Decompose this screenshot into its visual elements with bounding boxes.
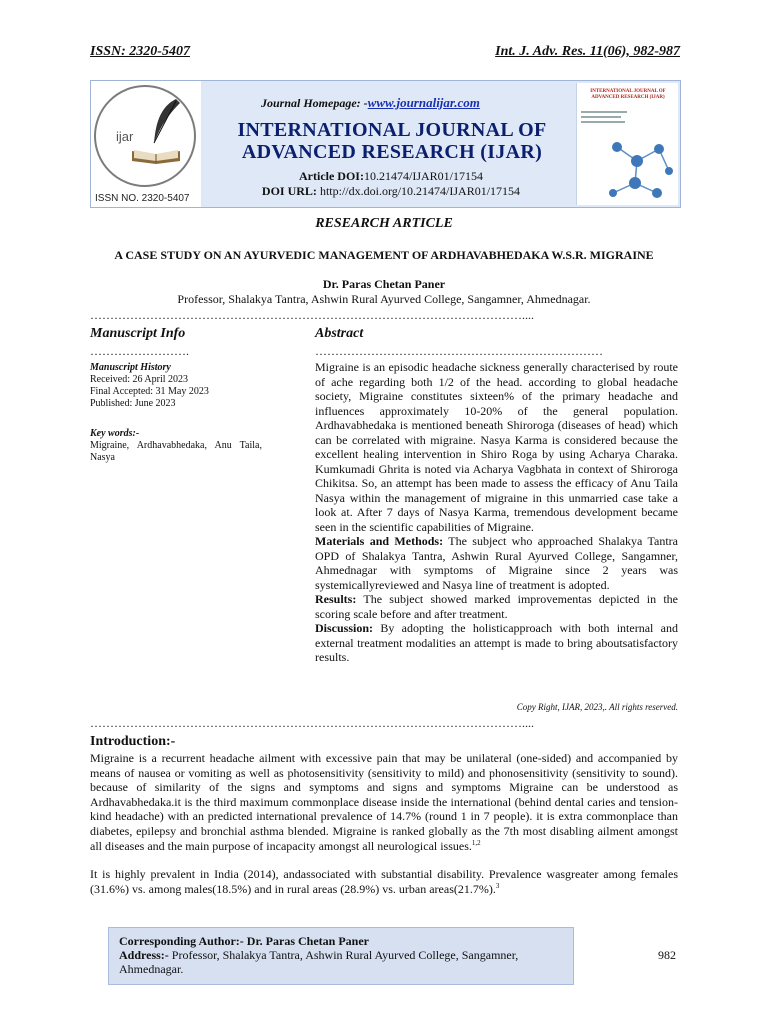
corresponding-address (119, 948, 563, 976)
introduction-heading: Introduction:- (90, 734, 176, 749)
corresponding-author-heading: Corresponding Author:- Dr. Paras Chetan Paner (119, 934, 370, 948)
paper-title: A CASE STUDY ON AN AYURVEDIC MANAGEMENT OF ARDHAVABHEDAKA W.S.R. MIGRAINE (114, 248, 654, 262)
abstract-discussion (315, 621, 678, 665)
doi-url (241, 184, 541, 199)
article-doi (241, 169, 541, 184)
separator-top: ……………………………………………………………………………………………….... (90, 308, 534, 322)
abstract-methods (315, 534, 678, 592)
abstract-body (315, 360, 678, 665)
journal-banner (90, 80, 681, 208)
journal-title-line1: INTERNATIONAL JOURNAL OF (237, 119, 547, 141)
intro-paragraph-1 (90, 751, 678, 853)
address-text: Professor, Shalakya Tantra, Ashwin Rural Ayurved College, Sangamner, Ahmednagar. (119, 948, 519, 976)
doi-url-link[interactable]: http://dx.doi.org/10.21474/IJAR01/17154 (319, 184, 521, 198)
intro-paragraph-2 (90, 867, 678, 896)
intro-p1-text: Migraine is a recurrent headache ailment with excessive pain that may be unilateral (one-sided) and accompanied by means of nausea or vomiting as well as photosensitivity (sensitivity to mild) and phonosensitivity (sensitivity to sound). because of similarity of the signs and symptoms and signs and symptoms Migraine can be understood as Ardhavabhedaka.it is the third maximum commonplace disease inside the international (behind dental caries and tension-kind headache) with an predicted international prevalence of 14.7% (round 1 in 7 people). it is extra commonplace than diabetes, epilepsy and bronchial asthma blended. Migraine is ranked globally as the 7th most disabling ailment amongst all diseases and the main purpose of incapacity amongst all neurological issues. (90, 751, 678, 853)
journal-cover-thumbnail (576, 83, 678, 205)
doi-label: Article DOI: (299, 169, 364, 183)
separator-bottom: ……………………………………………………………………………………………….... (90, 716, 534, 730)
intro-p2-text: It is highly prevalent in India (2014), andassociated with substantial disability. Prevalence wasgreater among females (31.6%) vs. among males(18.5%) and in rural areas (28.9%) vs. urban areas(21.7%). (90, 867, 678, 896)
cover-title: INTERNATIONAL JOURNAL OF ADVANCED RESEARCH (IJAR) (590, 89, 666, 100)
received-date: Received: 26 April 2023 (90, 374, 189, 385)
journal-title (217, 119, 567, 163)
published-date: Published: June 2023 (90, 398, 176, 409)
running-header (90, 44, 680, 60)
doi-value: 10.21474/IJAR01/17154 (363, 169, 483, 183)
book-icon (130, 145, 182, 165)
keywords (90, 428, 262, 464)
homepage-label: Journal Homepage: - (261, 96, 368, 110)
results-label: Results: (315, 592, 357, 606)
journal-homepage (261, 95, 480, 111)
abstract-heading: Abstract (315, 326, 364, 341)
author-name: Dr. Paras Chetan Paner (322, 277, 446, 291)
discussion-text: By adopting the holisticapproach with both internal and external treatment modalities an attempt is made to bring aboutsatisfactory results. (315, 621, 678, 664)
article-type: RESEARCH ARTICLE (315, 216, 453, 231)
accepted-date: Final Accepted: 31 May 2023 (90, 386, 209, 397)
history-label: Manuscript History (90, 362, 171, 373)
logo-issn: ISSN NO. 2320-5407 (95, 193, 190, 204)
separator-info: ……………………. (90, 344, 189, 358)
results-text: The subject showed marked improvementas depicted in the scoring scale before and after treatment. (315, 592, 678, 621)
homepage-link[interactable]: www.journalijar.com (367, 95, 480, 110)
author-affiliation: Professor, Shalakya Tantra, Ashwin Rural Ayurved College, Sangamner, Ahmednagar. (177, 292, 591, 306)
separator-abstract: ……………………………………………………………… (315, 344, 603, 358)
address-label: Address:- (119, 948, 169, 962)
citation-text: Int. J. Adv. Res. 11(06), 982-987 (495, 44, 680, 59)
manuscript-history (90, 362, 270, 410)
abstract-results (315, 592, 678, 621)
page-number: 982 (658, 948, 676, 962)
cover-text-lines (581, 109, 631, 129)
introduction-body (90, 751, 678, 910)
intro-p2-ref: 3 (495, 881, 500, 890)
methods-text: The subject who approached Shalakya Tantra OPD of Shalakya Tantra, Ashwin Rural Ayurved College, Sangamner, Ahmednagar with symptoms of Migraine since 2 years was systemicallyreviewed and Nasya line of treatment is adopted. (315, 534, 679, 592)
abstract-paragraph: Migraine is an episodic headache sickness generally characterised by route of ache regarding both 1/2 of the head. according to global headache society, Migraine constitutes sixteen% of the primary headache and influences approximately 10-20% of the general population. Ardhavabhedaka is mentioned beneath Shiroroga (diseases of head) which can be correlated with migraine. Nasya Karma is considered because the excellent healing intervention in Shiro Roga by using Acharya Charaka. Kumkumadi Ghrita is noted via Acharya Vagbhata in context of Shiroroga Chikitsa. So, an attempt has been made to assess the efficacy of Anu Taila Nasya within the management of migraine in this unmarried case take a look at. After 7 days of Nasya Karma, tremendous development became seen in the scientific capabilities of Migraine. (315, 360, 678, 534)
journal-title-line2: ADVANCED RESEARCH (IJAR) (241, 141, 543, 163)
doi-url-label: DOI URL: (261, 184, 317, 198)
quill-icon (146, 97, 182, 147)
intro-p1-ref: 1,2 (471, 838, 481, 847)
methods-label: Materials and Methods: (315, 534, 444, 548)
keywords-list: Migraine, Ardhavabhedaka, Anu Taila, Nasya (90, 440, 262, 463)
molecule-graphic (597, 127, 677, 203)
logo-wordmark: ijar (116, 129, 134, 144)
keywords-label: Key words:- (90, 428, 140, 439)
manuscript-info-heading: Manuscript Info (90, 326, 186, 341)
copyright-notice: Copy Right, IJAR, 2023,. All rights reserved. (516, 702, 678, 712)
discussion-label: Discussion: (315, 621, 374, 635)
corresponding-author-box (108, 927, 574, 985)
logo-circle (94, 85, 196, 187)
journal-logo (91, 81, 201, 207)
issn-text: ISSN: 2320-5407 (90, 44, 190, 59)
